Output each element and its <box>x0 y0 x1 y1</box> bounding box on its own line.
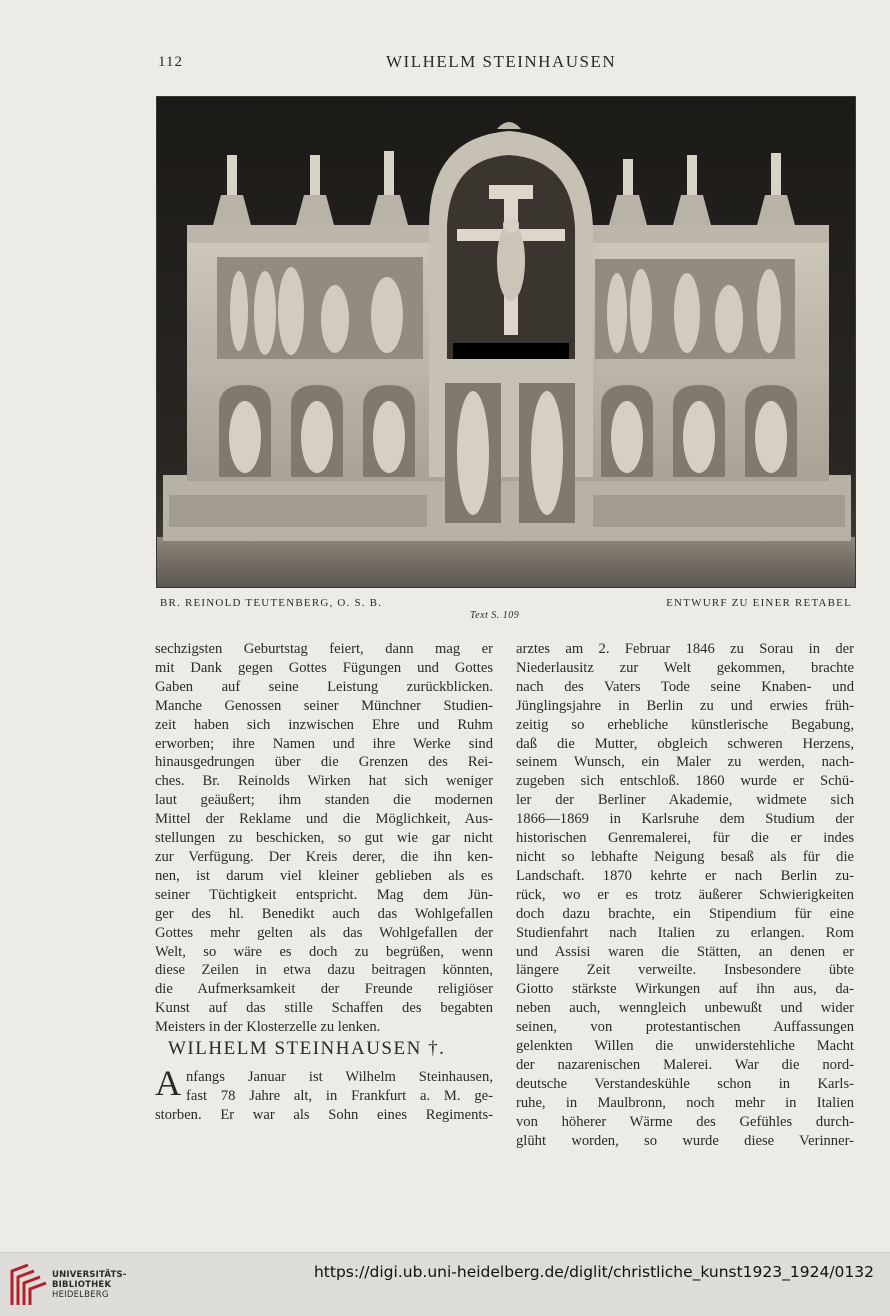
text-line: nen, ist darum viel kleiner geblieben als es <box>155 867 493 884</box>
text-line: neben auch, wenngleich unbewußt und wider <box>516 1000 854 1017</box>
text-line: gelenkten Willen die unwiderstehliche Macht <box>516 1038 854 1055</box>
text-line: seinen, von protestantischen Auffassungen <box>516 1019 854 1036</box>
text-line: historischen Genremalerei, für die er indes <box>516 830 854 847</box>
text-line: ler der Berliner Akademie, widmete sich <box>516 792 854 809</box>
section-opening-text <box>155 1063 493 1125</box>
text-line: seinem Wunsch, ein Maler zu werden, nach- <box>516 754 854 771</box>
source-url-link[interactable]: https://digi.ub.uni-heidelberg.de/diglit/christliche_kunst1923_1924/0132 <box>313 1263 874 1281</box>
text-column-left <box>155 640 493 1037</box>
text-line: doch dazu brachte, ein Stipendium für eine <box>516 905 854 922</box>
text-line: sechzigsten Geburtstag feiert, dann mag er <box>155 641 493 657</box>
text-line: Welt, so wäre es doch zu begrüßen, wenn <box>155 943 493 960</box>
text-line: von höherer Wärme des Gefühles durch- <box>516 1113 854 1130</box>
text-line: 1866—1869 in Karlsruhe dem Studium der <box>516 811 854 828</box>
text-line: Manche Genossen seiner Münchner Studien- <box>155 697 493 714</box>
text-line: nach des Vaters Tode seine Knaben- und <box>516 678 854 695</box>
institution-name: UNIVERSITÄTS- BIBLIOTHEK HEIDELBERG <box>52 1270 127 1300</box>
text-line: Studienfahrt nach Italien zu erlangen. Rom <box>516 924 854 941</box>
page-number: 112 <box>158 54 183 70</box>
library-footer <box>0 1252 890 1316</box>
text-line: Meisters in der Klosterzelle zu lenken. <box>155 1019 381 1036</box>
text-line: ger des hl. Benedikt auch das Wohlgefallen <box>155 905 493 922</box>
text-line: seiner Tüchtigkeit entspricht. Mag dem Jün- <box>155 886 493 903</box>
text-line: laut geäußert; ihm standen die modernen <box>155 792 493 809</box>
running-title: WILHELM STEINHAUSEN <box>386 52 617 71</box>
text-line: längere Zeit verweilte. Insbesondere übte <box>516 962 854 979</box>
text-line: ches. Br. Reinolds Wirken hat sich weniger <box>155 773 493 790</box>
text-line: zeit haben sich inzwischen Ehre und Ruhm <box>155 716 493 733</box>
text-line: zur Verfügung. Der Kreis derer, die ihn ken- <box>155 848 493 865</box>
figure-caption-title: ENTWURF ZU EINER RETABEL <box>666 597 852 609</box>
text-line: hinausgedrungen über die Grenzen des Rei- <box>155 754 493 771</box>
text-line: rück, wo er es trotz äußerer Schwierigkeiten <box>516 886 854 903</box>
text-line: Giotto stärkste Wirkungen auf ihn aus, da- <box>516 981 854 998</box>
university-library-logo <box>8 1261 50 1309</box>
running-head <box>150 52 850 74</box>
text-line: erworben; ihre Namen und ihre Werke sind <box>155 735 493 752</box>
text-line: Niederlausitz zur Welt gekommen, brachte <box>516 659 854 676</box>
figure-text-reference: Text S. 109 <box>470 610 520 621</box>
text-line: Jünglingsjahre in Berlin zu und erwies früh- <box>516 697 854 714</box>
text-line: Kunst auf das stille Schaffen des begabten <box>155 1000 493 1017</box>
figure-caption-artist: BR. REINOLD TEUTENBERG, O. S. B. <box>160 597 383 609</box>
altarpiece-illustration <box>157 97 856 588</box>
text-line: stellungen zu beschicken, so gut wie gar nicht <box>155 830 493 847</box>
text-line: fast 78 Jahre alt, in Frankfurt a. M. ge- <box>186 1087 493 1104</box>
text-line: glüht worden, so wurde diese Verinner- <box>516 1132 854 1149</box>
text-line: nfangs Januar ist Wilhelm Steinhausen, <box>186 1069 493 1085</box>
text-line: ruhe, in Maulbronn, noch mehr in Italien <box>516 1094 854 1111</box>
text-line: Mittel der Reklame und die Möglichkeit, Aus- <box>155 811 493 828</box>
altarpiece-photograph <box>156 96 856 588</box>
text-line: der nazarenischen Malerei. War die nord- <box>516 1056 854 1073</box>
section-heading: WILHELM STEINHAUSEN †. <box>168 1038 446 1059</box>
text-line: daß die Mutter, obgleich schweren Herzens, <box>516 735 854 752</box>
text-line: zeitig so erhebliche künstlerische Begabung, <box>516 716 854 733</box>
text-line: Gaben auf seine Leistung zurückblicken. <box>155 678 493 695</box>
text-line: nicht so lebhafte Neigung besaß als für die <box>516 848 854 865</box>
text-line: Gottes mehr gelten als das Wohlgefallen der <box>155 924 493 941</box>
text-line: die Aufmerksamkeit der Freunde religiöser <box>155 981 493 998</box>
text-line: Landschaft. 1870 kehrte er nach Berlin zu- <box>516 867 854 884</box>
text-line: deutsche Verstandeskühle schon in Karls- <box>516 1075 854 1092</box>
text-line: mit Dank gegen Gottes Fügungen und Gottes <box>155 659 493 676</box>
text-line: und Assisi waren die Stätten, an denen er <box>516 943 854 960</box>
text-line: zugeben sich entschloß. 1860 wurde er Schü- <box>516 773 854 790</box>
text-line: diese Zeilen in etwa dazu beitragen könnten, <box>155 962 493 979</box>
text-line: storben. Er war als Sohn eines Regiments- <box>155 1106 493 1123</box>
text-line: arztes am 2. Februar 1846 zu Sorau in der <box>516 641 854 657</box>
drop-cap: A <box>155 1063 181 1103</box>
text-column-right <box>516 640 854 1150</box>
